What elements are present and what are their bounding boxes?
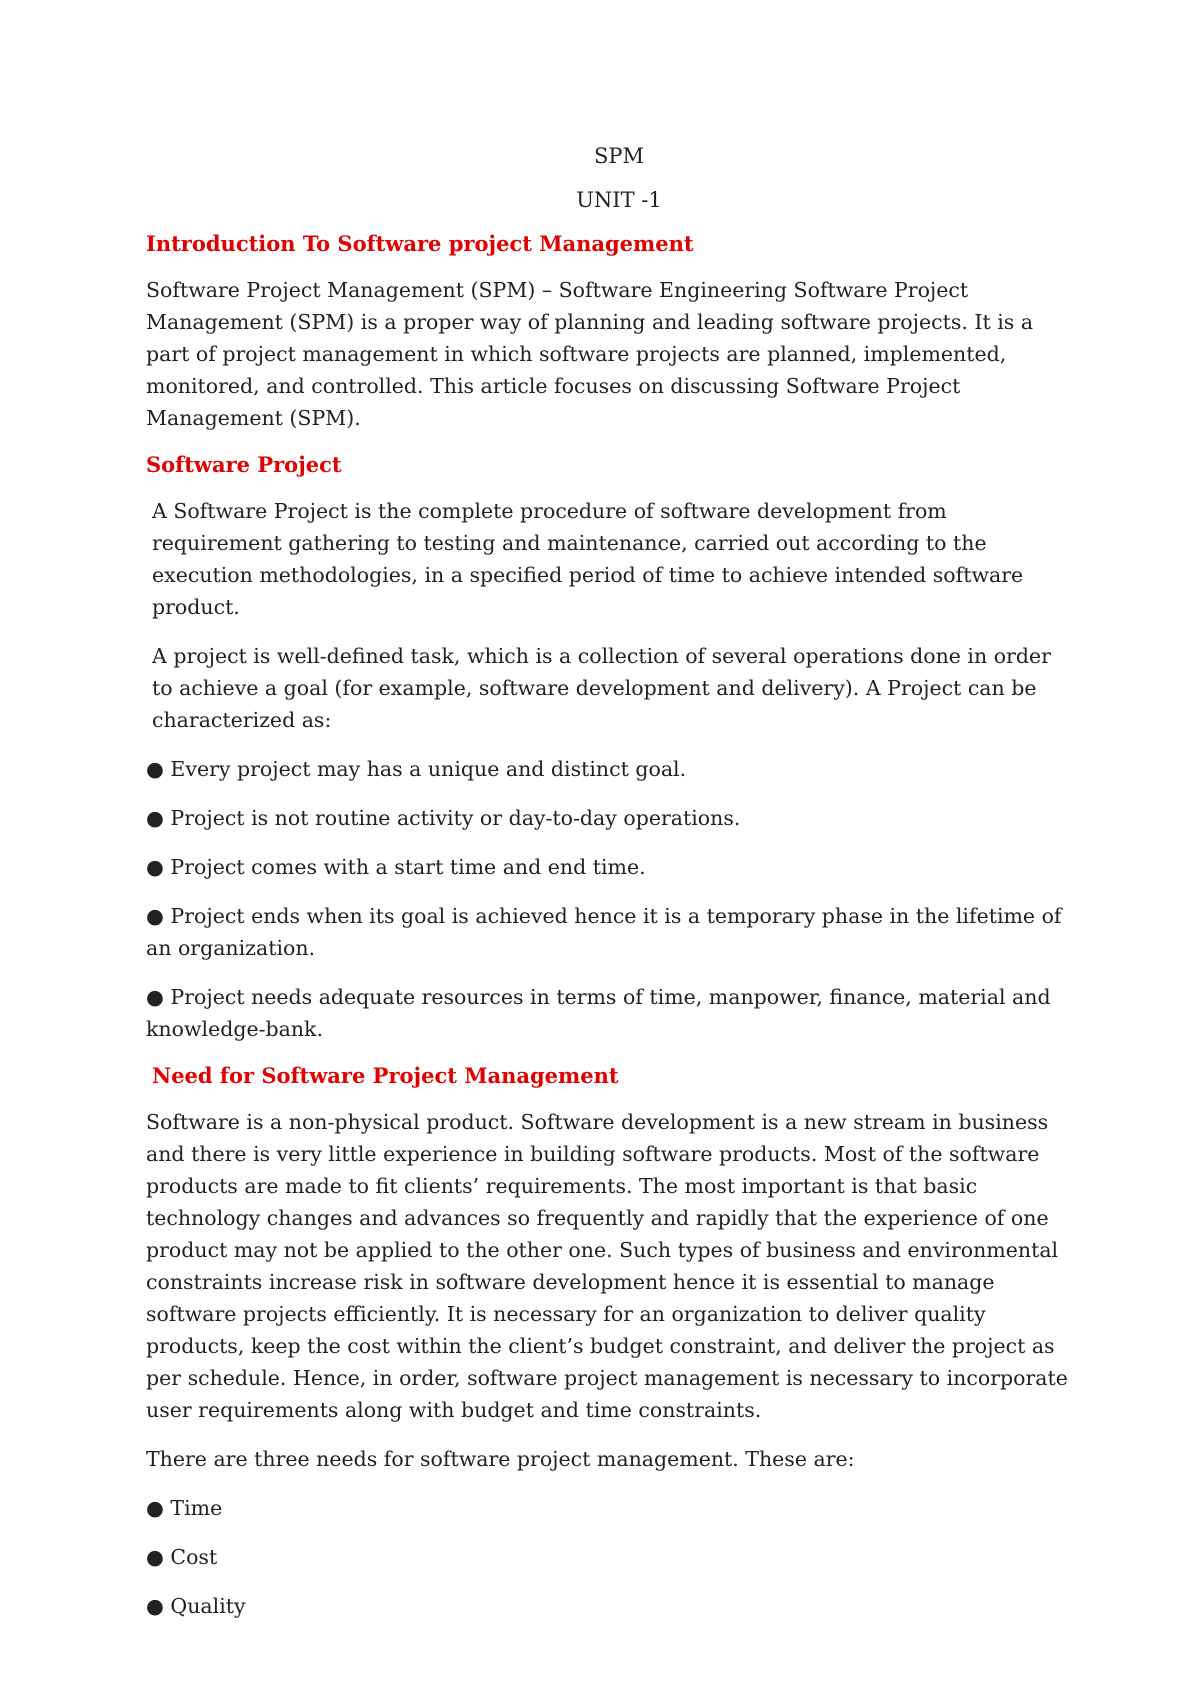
list-item: ● Project comes with a start time and end time. [146, 855, 646, 879]
software-project-paragraph-2: A project is well-defined task, which is a collection of several operations done in order to achieve a goal (for example, software development and delivery). A Project can be characterized as: [152, 644, 1051, 732]
document-page [146, 142, 1076, 1639]
need-paragraph-2: There are three needs for software project management. These are: [146, 1447, 855, 1471]
software-project-paragraph-1: A Software Project is the complete procedure of software development from requirement gathering to testing and maintenance, carried out according to the execution methodologies, in a specified period of time to achieve intended software product. [152, 499, 1024, 619]
list-item: ● Project ends when its goal is achieved hence it is a temporary phase in the lifetime of an organization. [146, 904, 1062, 960]
document-title: SPM [593, 144, 645, 168]
intro-paragraph: Software Project Management (SPM) – Software Engineering Software Project Management (SPM) is a proper way of planning and leading software projects. It is a part of project management in which software projects are planned, implemented, monitored, and controlled. This article focuses on discussing Software Project Management (SPM). [146, 278, 1034, 430]
list-item: ● Project needs adequate resources in terms of time, manpower, finance, material and knowledge-bank. [146, 985, 1051, 1041]
list-item: ● Cost [146, 1545, 218, 1569]
unit-label: UNIT -1 [576, 188, 662, 212]
need-paragraph-1: Software is a non-physical product. Software development is a new stream in business and there is very little experience in building software products. Most of the software products are made to fit clients’ requirements. The most important is that basic technology changes and advances so frequently and rapidly that the experience of one product may not be applied to the other one. Such types of business and environmental constraints increase risk in software development hence it is essential to manage software projects efficiently. It is necessary for an organization to deliver quality products, keep the cost within the client’s budget constraint, and deliver the project as per schedule. Hence, in order, software project management is necessary to incorporate user requirements along with budget and time constraints. [146, 1110, 1068, 1422]
intro-heading: Introduction To Software project Management [146, 231, 694, 256]
list-item: ● Quality [146, 1594, 246, 1618]
list-item: ● Time [146, 1496, 223, 1520]
list-item: ● Project is not routine activity or day-to-day operations. [146, 806, 741, 830]
list-item: ● Every project may has a unique and distinct goal. [146, 757, 687, 781]
need-heading: Need for Software Project Management [152, 1063, 619, 1088]
software-project-heading: Software Project [146, 452, 342, 477]
